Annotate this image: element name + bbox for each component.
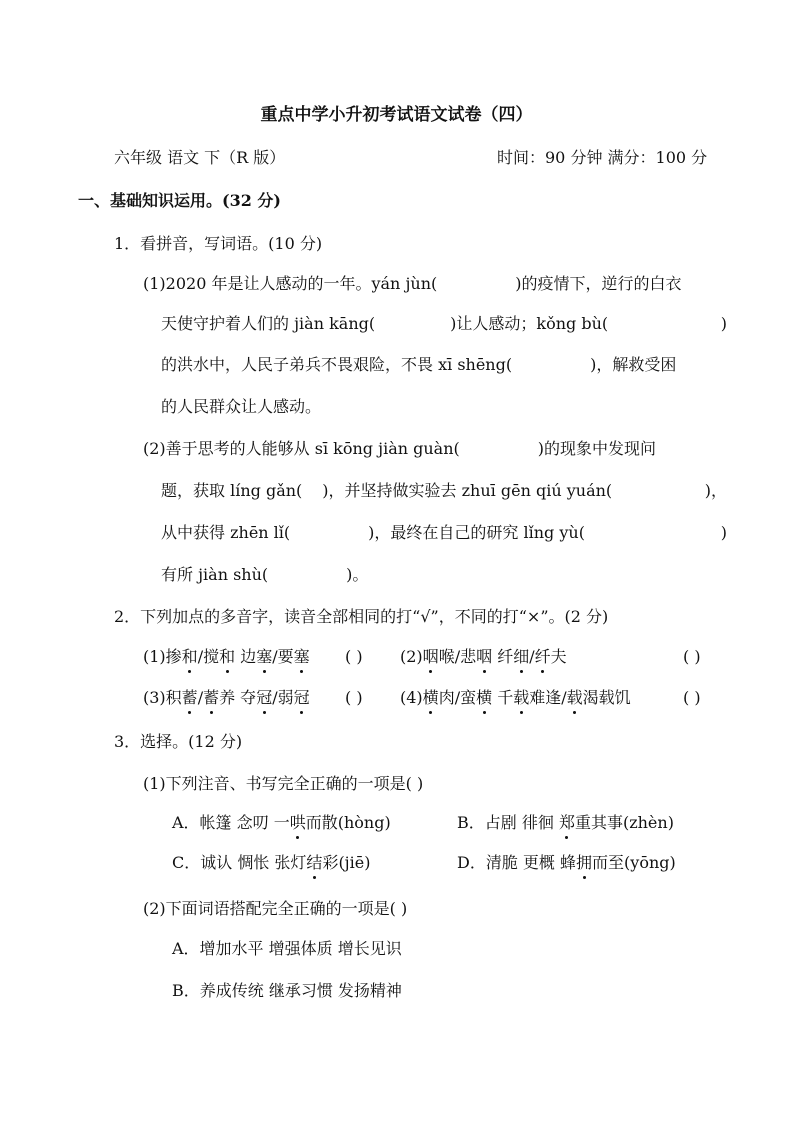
q1-p2-line1-text: (2)善于思考的人能够从 sī kōng jiàn guàn( [143, 439, 460, 458]
q2-text: 纤 [492, 647, 514, 666]
q3-p1-option-b[interactable] [457, 812, 674, 834]
dotted-char: 纤 [534, 647, 551, 666]
dotted-char: 横 [476, 688, 493, 707]
answer-paren[interactable]: ( ) [683, 647, 701, 666]
q1-p2-line2-text: 题，获取 líng gǎn( [161, 481, 303, 500]
section-heading: 一、基础知识运用。(32 分) [78, 191, 281, 210]
q1-p2-line1 [143, 438, 656, 460]
q3-p1-stem: (1)下列注音、书写完全正确的一项是( ) [143, 774, 424, 793]
q1-p2-line3 [161, 522, 727, 544]
page-title: 重点中学小升初考试语文试卷（四） [260, 105, 533, 125]
dotted-char: 郑 [558, 813, 575, 832]
q1-p1-line1-text2: )的疫情下，逆行的白衣 [515, 274, 682, 293]
dotted-char: 和 [219, 647, 236, 666]
q2-text: / [197, 688, 204, 707]
q1-p2-line4 [161, 564, 368, 586]
q2-text: 夫 [550, 647, 567, 666]
option-text: A．帐篷 念叨 一 [172, 813, 290, 832]
question-1-stem: 1．看拼音，写词语。(10 分) [114, 234, 323, 253]
q2-text: 养 夺 [219, 688, 257, 707]
q1-p2-line4-text: 有所 jiàn shù( [161, 565, 269, 584]
q1-p2-line1-text2: )的现象中发现问 [537, 439, 657, 458]
q2-row1-left [143, 646, 310, 668]
question-2-stem: 2．下列加点的多音字，读音全部相同的打“√”，不同的打“×”。(2 分) [114, 607, 609, 626]
q2-row1-right [400, 646, 567, 668]
q1-p2-line2 [161, 480, 727, 502]
option-text: 彩(jiē) [322, 853, 371, 872]
time-score: 时间：90 分钟 满分：100 分 [497, 148, 708, 167]
answer-paren[interactable]: ( ) [345, 688, 363, 707]
dotted-char: 细 [513, 647, 530, 666]
q3-p2-option-b[interactable]: B．养成传统 继承习惯 发扬精神 [172, 981, 402, 1000]
q2-text: /要 [272, 647, 294, 666]
grade-subject: 六年级 语文 下（R 版） [114, 148, 286, 167]
dotted-char: 蓄 [181, 688, 198, 707]
dotted-char: 载 [566, 688, 583, 707]
option-text: 而至(yōng) [592, 853, 676, 872]
dotted-char: 咽 [422, 647, 439, 666]
q1-p1-line2-text: 天使守护着人们的 jiàn kāng( [161, 314, 376, 333]
q2-row2-right [400, 687, 631, 709]
dotted-char: 咽 [476, 647, 493, 666]
q2-text: 千 [492, 688, 514, 707]
q2-text: /搅 [197, 647, 220, 666]
option-text: 而散(hòng) [305, 813, 391, 832]
q2-text: (1)掺 [143, 647, 182, 666]
question-3-stem: 3．选择。(12 分) [114, 732, 243, 751]
dotted-char: 塞 [293, 647, 310, 666]
answer-paren[interactable]: ( ) [345, 647, 363, 666]
q1-p1-line2-text2: )让人感动；kǒng bù( [450, 314, 609, 333]
option-text: 重其事(zhèn) [574, 813, 674, 832]
q1-p1-line4: 的人民群众让人感动。 [161, 397, 322, 416]
q1-p2-line3-close: ) [720, 523, 727, 542]
q1-p1-line3 [161, 354, 676, 376]
dotted-char: 拥 [576, 853, 593, 872]
dotted-char: 横 [422, 688, 439, 707]
q2-text: 肉/蛮 [438, 688, 477, 707]
q1-p2-line3-text2: )，最终在自己的研究 lǐng yù( [368, 523, 585, 542]
q2-text: (3)积 [143, 688, 182, 707]
option-text: B．占剧 徘徊 [457, 813, 559, 832]
q2-text: 喉/悲 [438, 647, 477, 666]
option-text: C．诚认 惆怅 张灯 [172, 853, 307, 872]
q3-p2-stem: (2)下面词语搭配完全正确的一项是( ) [143, 899, 408, 918]
q2-text: / [529, 647, 535, 666]
q3-p1-option-c[interactable] [172, 852, 370, 874]
q2-text: (4) [400, 688, 423, 707]
q2-text: /弱 [272, 688, 294, 707]
q1-p1-line3-text2: )，解救受困 [590, 355, 677, 374]
q1-p1-line1 [143, 273, 682, 295]
dotted-char: 塞 [256, 647, 273, 666]
dotted-char: 结 [306, 853, 323, 872]
q1-p1-line2-close: ) [720, 314, 727, 333]
q3-p2-option-a[interactable]: A．增加水平 增强体质 增长见识 [172, 939, 402, 958]
q3-p1-option-a[interactable] [172, 812, 391, 834]
dotted-char: 哄 [289, 813, 306, 832]
q1-p2-line4-text2: )。 [346, 565, 369, 584]
q1-p2-line2-close: )， [704, 481, 727, 500]
dotted-char: 冠 [293, 688, 310, 707]
q1-p1-line3-text: 的洪水中，人民子弟兵不畏艰险，不畏 xī shēng( [161, 355, 513, 374]
q2-text: (2) [400, 647, 423, 666]
answer-paren[interactable]: ( ) [683, 688, 701, 707]
q2-text: 渴载饥 [582, 688, 631, 707]
option-text: D．清脆 更概 蜂 [457, 853, 577, 872]
dotted-char: 载 [513, 688, 530, 707]
dotted-char: 和 [181, 647, 198, 666]
q2-text: 边 [235, 647, 257, 666]
q1-p1-line2 [161, 313, 727, 335]
q2-row2-left [143, 687, 310, 709]
q3-p1-option-d[interactable] [457, 852, 676, 874]
q1-p2-line2-text2: )，并坚持做实验去 zhuī gēn qiú yuán( [322, 481, 613, 500]
q1-p2-line3-text: 从中获得 zhēn lǐ( [161, 523, 291, 542]
dotted-char: 蓄 [203, 688, 220, 707]
q2-text: 难逢/ [529, 688, 567, 707]
q1-p1-line1-text: (1)2020 年是让人感动的一年。yán jùn( [143, 274, 438, 293]
dotted-char: 冠 [256, 688, 273, 707]
